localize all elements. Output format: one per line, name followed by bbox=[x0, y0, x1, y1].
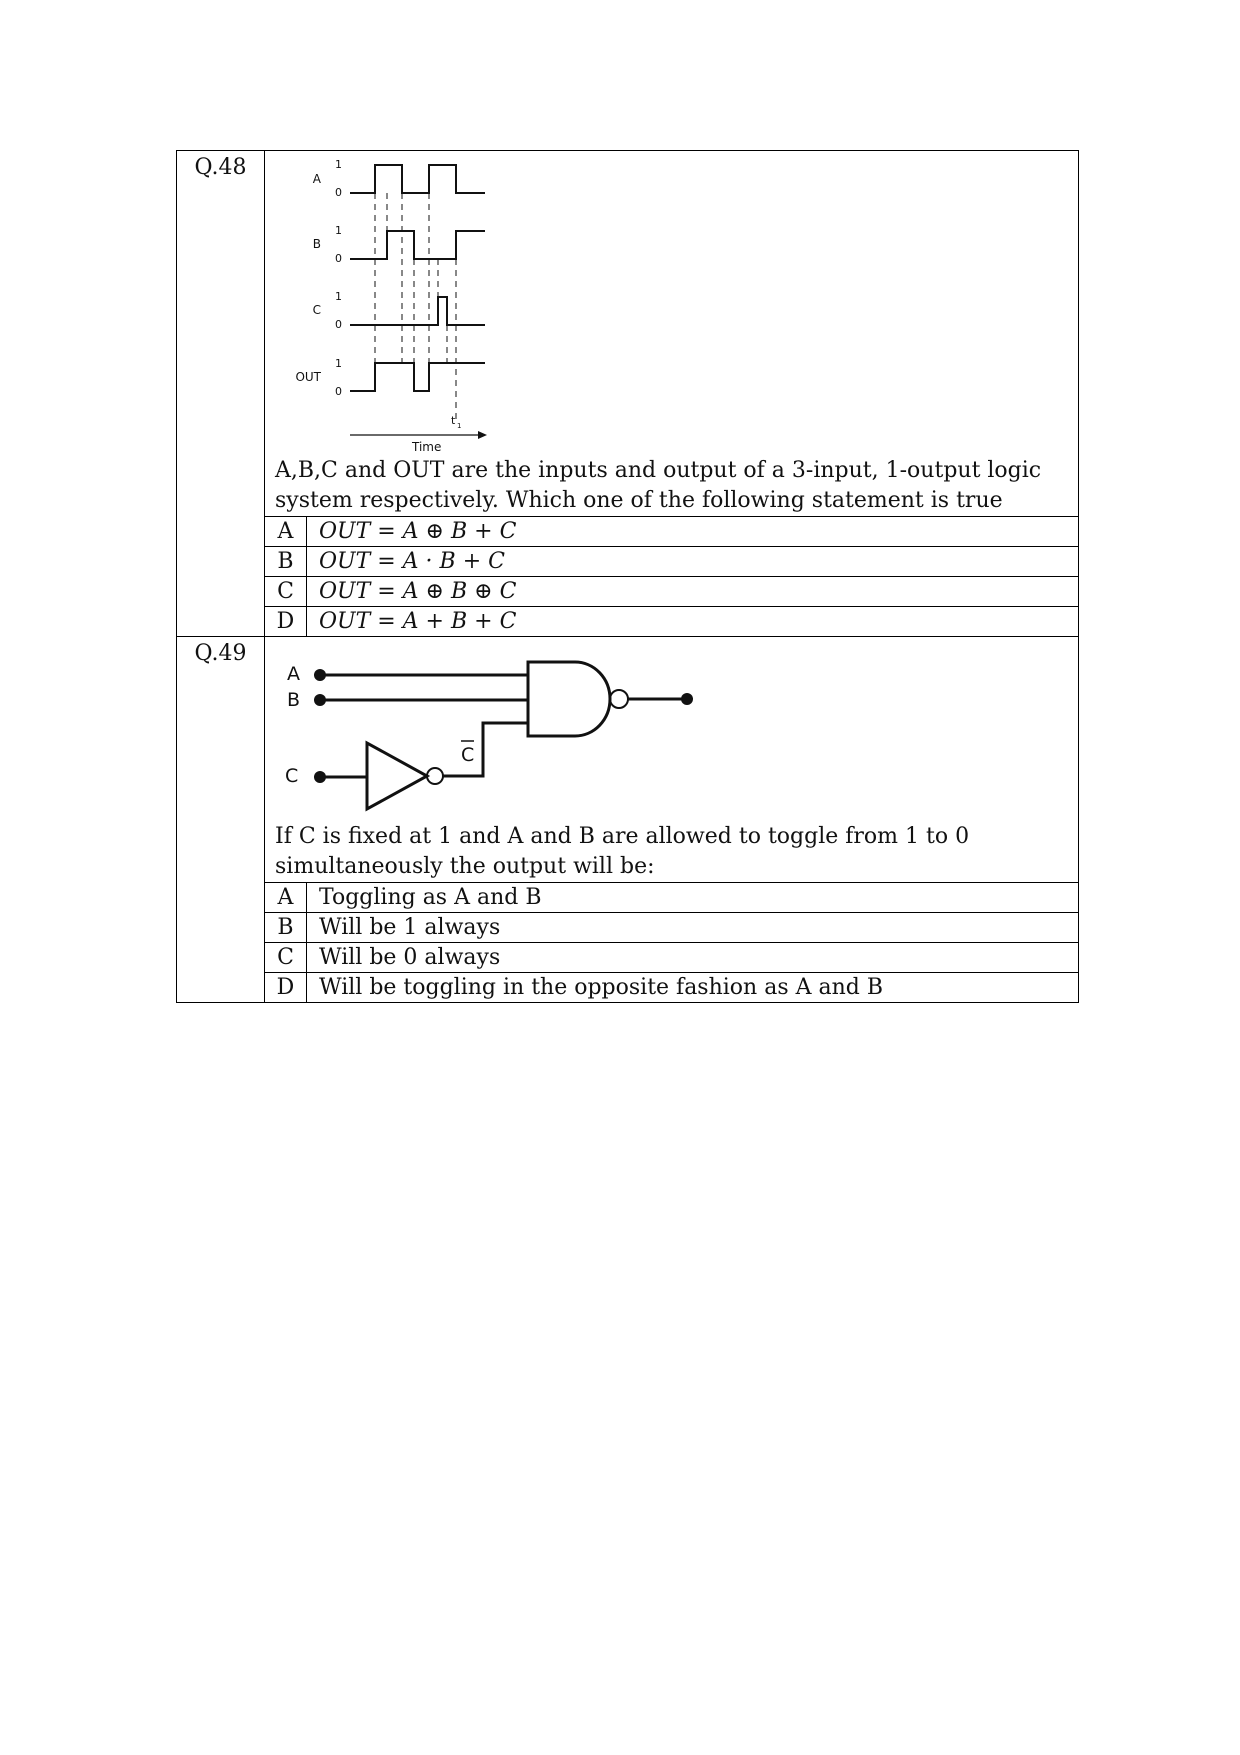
not-gate bbox=[367, 743, 427, 809]
option-row[interactable] bbox=[265, 883, 1078, 913]
option-text: OUT = A · B + C bbox=[307, 547, 1079, 577]
terminal-b bbox=[314, 694, 326, 706]
question-body-49 bbox=[265, 637, 1079, 1003]
option-text: Toggling as A and B bbox=[307, 883, 1079, 913]
svg-text:1: 1 bbox=[457, 422, 462, 430]
waveform-out bbox=[350, 363, 485, 391]
time-axis-label: Time bbox=[412, 440, 442, 454]
question-text: If C is fixed at 1 and A and B are allowed to toggle from 1 to 0 simultaneously the output will be: bbox=[275, 824, 970, 879]
nand-gate bbox=[528, 662, 610, 736]
option-text: OUT = A + B + C bbox=[307, 607, 1079, 637]
option-row[interactable] bbox=[265, 973, 1078, 1003]
waveform-a bbox=[350, 165, 485, 193]
timing-guides bbox=[375, 193, 456, 419]
option-letter: C bbox=[265, 577, 307, 607]
question-row-48 bbox=[177, 151, 1079, 637]
option-letter: D bbox=[265, 607, 307, 637]
options-table bbox=[265, 516, 1078, 636]
input-label-c: C bbox=[285, 765, 299, 787]
waveform-b bbox=[350, 231, 485, 259]
question-number: Q.48 bbox=[177, 151, 265, 637]
option-letter: C bbox=[265, 943, 307, 973]
signal-label-b: B bbox=[312, 237, 321, 251]
signal-label-c: C bbox=[312, 303, 321, 317]
question-number: Q.49 bbox=[177, 637, 265, 1003]
svg-text:1: 1 bbox=[335, 290, 342, 303]
question-table bbox=[176, 150, 1079, 1003]
svg-text:0: 0 bbox=[335, 385, 342, 398]
c-bar-label: C bbox=[461, 744, 475, 766]
option-letter: B bbox=[265, 547, 307, 577]
option-row[interactable] bbox=[265, 547, 1078, 577]
svg-text:1: 1 bbox=[335, 357, 342, 370]
timing-diagram bbox=[265, 151, 565, 456]
option-letter: A bbox=[265, 883, 307, 913]
option-row[interactable] bbox=[265, 607, 1078, 637]
svg-text:1: 1 bbox=[335, 224, 342, 237]
logic-circuit bbox=[265, 637, 765, 822]
input-label-b: B bbox=[287, 689, 301, 711]
option-text: Will be 0 always bbox=[307, 943, 1079, 973]
question-body-48 bbox=[265, 151, 1079, 637]
options-table bbox=[265, 882, 1078, 1002]
question-row-49 bbox=[177, 637, 1079, 1003]
signal-label-out: OUT bbox=[295, 370, 321, 384]
option-text: OUT = A ⊕ B + C bbox=[307, 517, 1079, 547]
terminal-output bbox=[681, 693, 693, 705]
option-letter: D bbox=[265, 973, 307, 1003]
option-row[interactable] bbox=[265, 517, 1078, 547]
wire-c-bar bbox=[443, 723, 528, 776]
input-label-a: A bbox=[287, 663, 300, 685]
time-marker: t bbox=[451, 414, 456, 427]
signal-label-a: A bbox=[312, 172, 321, 186]
option-text: OUT = A ⊕ B ⊕ C bbox=[307, 577, 1079, 607]
nand-bubble bbox=[610, 690, 628, 708]
question-text: A,B,C and OUT are the inputs and output of a 3-input, 1-output logic system respectively. Which one of the following statement is true bbox=[275, 458, 1042, 513]
option-row[interactable] bbox=[265, 577, 1078, 607]
svg-text:0: 0 bbox=[335, 252, 342, 265]
svg-text:1: 1 bbox=[335, 158, 342, 171]
terminal-a bbox=[314, 669, 326, 681]
svg-text:0: 0 bbox=[335, 186, 342, 199]
svg-text:0: 0 bbox=[335, 318, 342, 331]
waveform-c bbox=[350, 297, 485, 325]
terminal-c bbox=[314, 771, 326, 783]
option-row[interactable] bbox=[265, 913, 1078, 943]
option-row[interactable] bbox=[265, 943, 1078, 973]
option-text: Will be 1 always bbox=[307, 913, 1079, 943]
option-letter: A bbox=[265, 517, 307, 547]
option-text: Will be toggling in the opposite fashion as A and B bbox=[307, 973, 1079, 1003]
option-letter: B bbox=[265, 913, 307, 943]
